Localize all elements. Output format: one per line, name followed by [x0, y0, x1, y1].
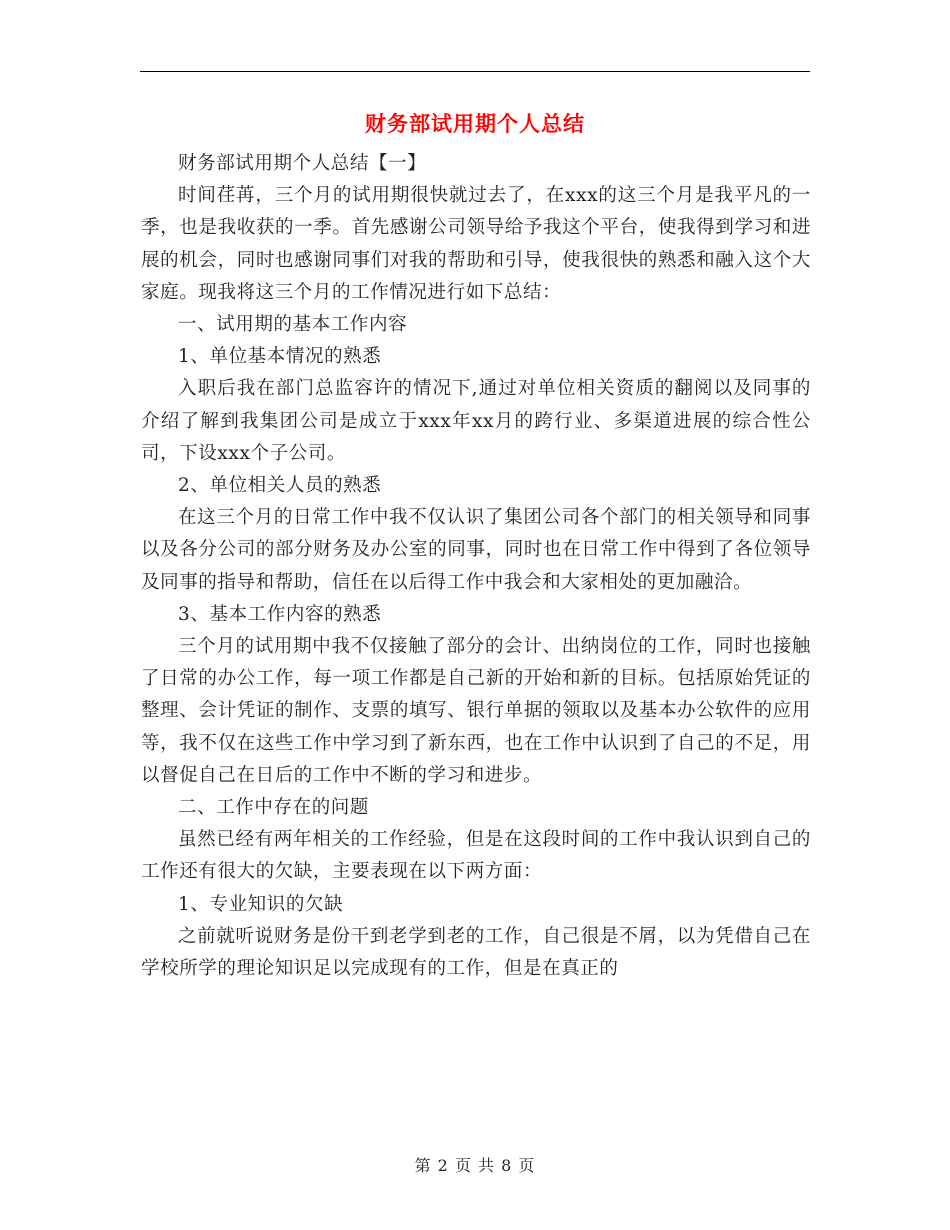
- document-body: [141, 148, 811, 985]
- heading-item-1-1: 1、单位基本情况的熟悉: [178, 346, 382, 368]
- heading-item-1-2: 2、单位相关人员的熟悉: [178, 475, 382, 497]
- heading-section-1: 一、试用期的基本工作内容: [178, 314, 408, 336]
- paragraph-item-1-1: 入职后我在部门总监容许的情况下,通过对单位相关资质的翻阅以及同事的介绍了解到我集团公司是成立于xxx年xx月的跨行业、多渠道进展的综合性公司，下设xxx个子公司。: [141, 378, 811, 464]
- paragraph-subtitle: 财务部试用期个人总结【一】: [178, 153, 427, 174]
- heading-item-1-3: 3、基本工作内容的熟悉: [178, 603, 382, 625]
- header-rule: [140, 71, 810, 72]
- paragraph-item-1-3: 三个月的试用期中我不仅接触了部分的会计、出纳岗位的工作，同时也接触了日常的办公工作，每一项工作都是自己新的开始和新的目标。包括原始凭证的整理、会计凭证的制作、支票的填写、银行单据的领取以及基本办公软件的应用等，我不仅在这些工作中学习到了新东西，也在工作中认识到了自己的不足，用以督促自己在日后的工作中不断的学习和进步。: [141, 636, 811, 786]
- page-footer: 第 2 页 共 8 页: [414, 1156, 536, 1175]
- document-title: 财务部试用期个人总结: [365, 112, 585, 136]
- paragraph-item-2-1: 之前就听说财务是份干到老学到老的工作，自己很是不屑，以为凭借自己在学校所学的理论知识足以完成现有的工作，但是在真正的: [141, 925, 811, 980]
- paragraph-item-1-2: 在这三个月的日常工作中我不仅认识了集团公司各个部门的相关领导和同事以及各分公司的部分财务及办公室的同事，同时也在日常工作中得到了各位领导及同事的指导和帮助，信任在以后得工作中我会和大家相处的更加融洽。: [141, 507, 811, 593]
- paragraph-section-2: 虽然已经有两年相关的工作经验，但是在这段时间的工作中我认识到自己的工作还有很大的欠缺，主要表现在以下两方面：: [141, 829, 811, 883]
- heading-item-2-1: 1、专业知识的欠缺: [178, 893, 344, 915]
- heading-section-2: 二、工作中存在的问题: [178, 797, 370, 819]
- paragraph-intro: 时间荏苒，三个月的试用期很快就过去了，在xxx的这三个月是我平凡的一季，也是我收获的一季。首先感谢公司领导给予我这个平台，使我得到学习和进展的机会，同时也感谢同事们对我的帮助和引导，使我很快的熟悉和融入这个大家庭。现我将这三个月的工作情况进行如下总结：: [141, 185, 811, 303]
